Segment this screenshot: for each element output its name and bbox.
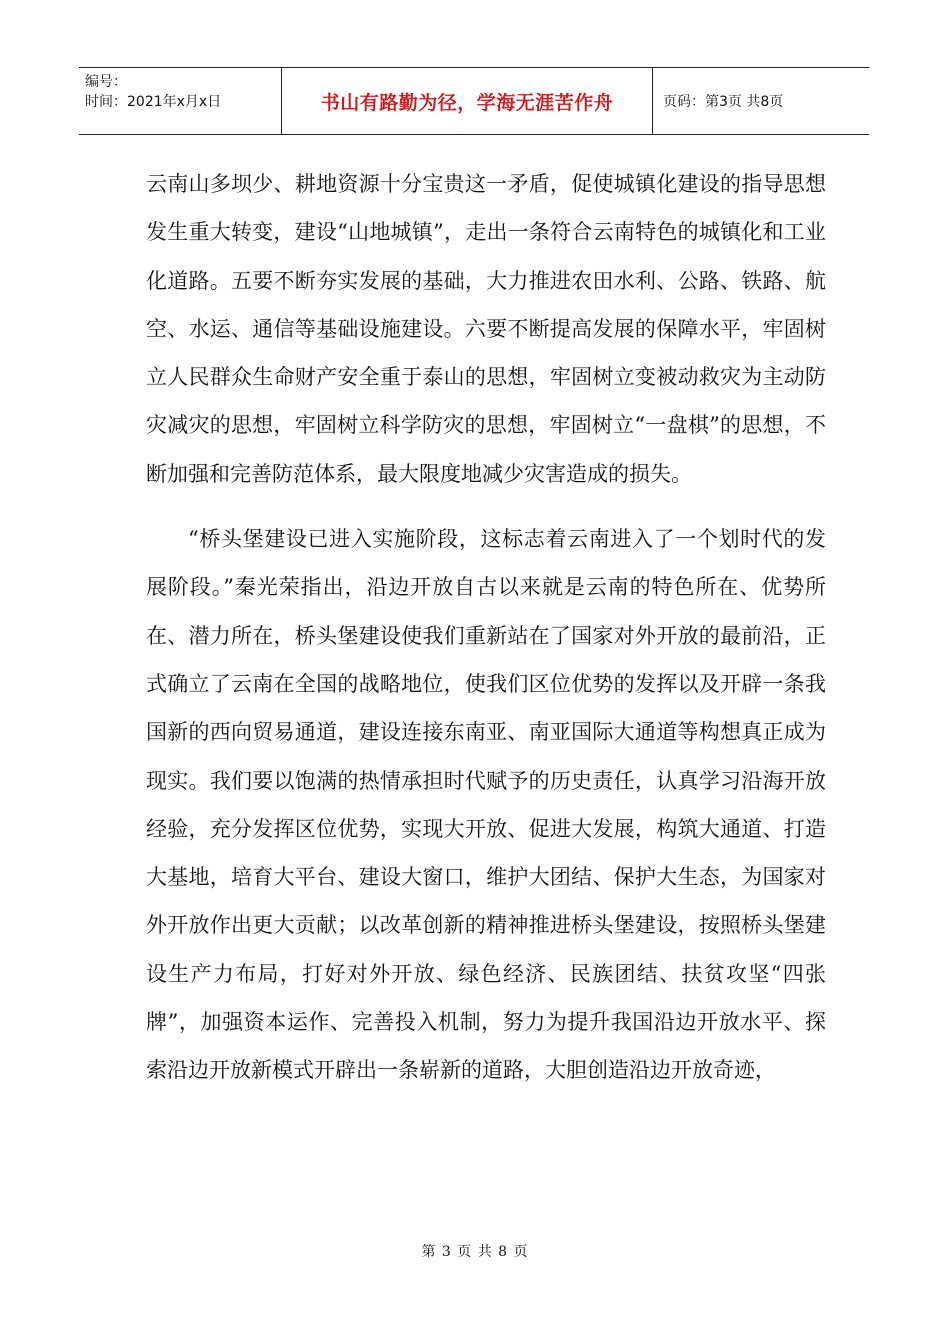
document-time-label: 时间：2021年x月x日: [85, 94, 222, 110]
header-motto: 书山有路勤为径，学海无涯苦作舟: [320, 91, 614, 114]
header-page-info-cell: [653, 68, 869, 134]
page-footer: 第 3 页 共 8 页: [421, 1244, 529, 1260]
document-body: [146, 160, 826, 1095]
header-page-info: 页码：第3页 共8页: [663, 94, 784, 110]
header-motto-cell: [282, 68, 653, 134]
body-paragraph: 云南山多坝少、耕地资源十分宝贵这一矛盾，促使城镇化建设的指导思想发生重大转变，建设“山地城镇”，走出一条符合云南特色的城镇化和工业化道路。五要不断夯实发展的基础，大力推进农田水利、公路、铁路、航空、水运、通信等基础设施建设。六要不断提高发展的保障水平，牢固树立人民群众生命财产安全重于泰山的思想，牢固树立变被动救灾为主动防灾减灾的思想，牢固树立科学防灾的思想，牢固树立“一盘棋”的思想，不断加强和完善防范体系，最大限度地减少灾害造成的损失。: [146, 172, 826, 486]
body-paragraph: “桥头堡建设已进入实施阶段，这标志着云南进入了一个划时代的发展阶段。”秦光荣指出，沿边开放自古以来就是云南的特色所在、优势所在、潜力所在，桥头堡建设使我们重新站在了国家对外开放的最前沿，正式确立了云南在全国的战略地位，使我们区位优势的发挥以及开辟一条我国新的西向贸易通道，建设连接东南亚、南亚国际大通道等构想真正成为现实。我们要以饱满的热情承担时代赋予的历史责任，认真学习沿海开放经验，充分发挥区位优势，实现大开放、促进大发展，构筑大通道、打造大基地，培育大平台、建设大窗口，维护大团结、保护大生态，为国家对外开放作出更大贡献；以改革创新的精神推进桥头堡建设，按照桥头堡建设生产力布局，打好对外开放、绿色经济、民族团结、扶贫攻坚“四张牌”，加强资本运作、完善投入机制，努力为提升我国沿边开放水平、探索沿边开放新模式开辟出一条崭新的道路，大胆创造沿边开放奇迹，: [146, 527, 826, 1083]
page-header: [79, 67, 869, 135]
document-number-label: 编号：: [85, 74, 127, 90]
header-meta: [79, 68, 282, 134]
